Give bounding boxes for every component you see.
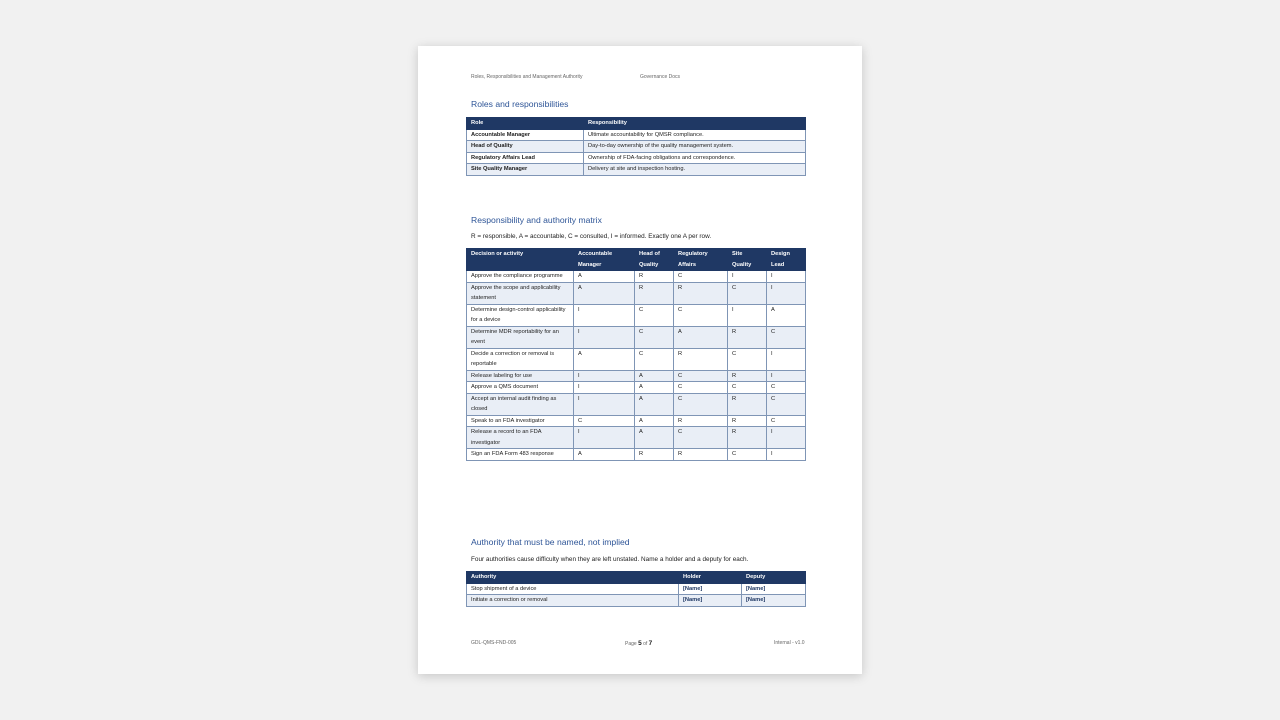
deputy-placeholder: [Name] bbox=[742, 595, 806, 607]
table-row bbox=[467, 141, 806, 153]
responsibility-cell: Day-to-day ownership of the quality management system. bbox=[584, 141, 806, 153]
table-row bbox=[467, 282, 806, 304]
column-header: Responsibility bbox=[584, 118, 806, 130]
raci-cell: C bbox=[767, 326, 806, 348]
activity-cell: Approve the compliance programme bbox=[467, 271, 574, 283]
raci-cell: C bbox=[767, 415, 806, 427]
holder-placeholder: [Name] bbox=[679, 595, 742, 607]
activity-cell: Speak to an FDA investigator bbox=[467, 415, 574, 427]
roles-section-heading: Roles and responsibilities bbox=[471, 99, 569, 109]
matrix-header-row bbox=[467, 249, 806, 271]
activity-cell: Release a record to an FDA investigator bbox=[467, 427, 574, 449]
authority-cell: Stop shipment of a device bbox=[467, 583, 679, 595]
classification-label: Internal - v1.0 bbox=[774, 640, 805, 646]
column-header: Design Lead bbox=[767, 249, 806, 271]
authority-section-heading: Authority that must be named, not implied bbox=[471, 537, 630, 547]
raci-cell: A bbox=[674, 326, 728, 348]
raci-cell: A bbox=[635, 370, 674, 382]
raci-cell: R bbox=[728, 393, 767, 415]
table-row bbox=[467, 382, 806, 394]
raci-cell: C bbox=[635, 304, 674, 326]
raci-cell: I bbox=[574, 326, 635, 348]
responsibility-cell: Ownership of FDA-facing obligations and correspondence. bbox=[584, 152, 806, 164]
raci-cell: A bbox=[635, 393, 674, 415]
raci-cell: C bbox=[767, 393, 806, 415]
raci-cell: C bbox=[674, 393, 728, 415]
raci-cell: C bbox=[674, 370, 728, 382]
authority-cell: Initiate a correction or removal bbox=[467, 595, 679, 607]
raci-cell: A bbox=[574, 271, 635, 283]
raci-cell: I bbox=[574, 427, 635, 449]
raci-cell: I bbox=[767, 282, 806, 304]
raci-cell: R bbox=[728, 370, 767, 382]
raci-cell: I bbox=[728, 304, 767, 326]
page-current: 5 bbox=[638, 640, 642, 647]
raci-cell: I bbox=[574, 370, 635, 382]
raci-cell: C bbox=[728, 348, 767, 370]
activity-cell: Sign an FDA Form 483 response bbox=[467, 449, 574, 461]
raci-cell: R bbox=[674, 415, 728, 427]
column-header: Site Quality bbox=[728, 249, 767, 271]
column-header: Accountable Manager bbox=[574, 249, 635, 271]
activity-cell: Decide a correction or removal is reportable bbox=[467, 348, 574, 370]
table-row bbox=[467, 449, 806, 461]
raci-matrix-table bbox=[466, 248, 806, 461]
table-row bbox=[467, 164, 806, 176]
column-header: Decision or activity bbox=[467, 249, 574, 271]
raci-cell: C bbox=[635, 326, 674, 348]
authority-intro-text: Four authorities cause difficulty when they are left unstated. Name a holder and a deputy for each. bbox=[471, 556, 749, 563]
raci-cell: A bbox=[574, 348, 635, 370]
raci-cell: R bbox=[635, 271, 674, 283]
raci-cell: I bbox=[767, 427, 806, 449]
running-header-collection: Governance Docs bbox=[640, 74, 681, 80]
role-cell: Site Quality Manager bbox=[467, 164, 584, 176]
raci-cell: R bbox=[635, 449, 674, 461]
column-header: Head of Quality bbox=[635, 249, 674, 271]
raci-cell: R bbox=[674, 348, 728, 370]
raci-cell: C bbox=[674, 271, 728, 283]
raci-cell: I bbox=[574, 382, 635, 394]
raci-cell: C bbox=[728, 449, 767, 461]
raci-cell: A bbox=[574, 282, 635, 304]
matrix-section-heading: Responsibility and authority matrix bbox=[471, 215, 602, 225]
running-header-title: Roles, Responsibilities and Management Authority bbox=[471, 74, 583, 80]
raci-cell: C bbox=[674, 382, 728, 394]
raci-cell: I bbox=[767, 271, 806, 283]
activity-cell: Approve a QMS document bbox=[467, 382, 574, 394]
column-header: Regulatory Affairs bbox=[674, 249, 728, 271]
activity-cell: Approve the scope and applicability statement bbox=[467, 282, 574, 304]
raci-cell: A bbox=[635, 382, 674, 394]
page-number bbox=[625, 640, 652, 647]
raci-cell: R bbox=[674, 282, 728, 304]
authority-table bbox=[466, 571, 806, 607]
table-row bbox=[467, 583, 806, 595]
table-row bbox=[467, 595, 806, 607]
raci-cell: I bbox=[767, 348, 806, 370]
raci-cell: I bbox=[574, 393, 635, 415]
page-prefix: Page bbox=[625, 641, 637, 647]
raci-cell: C bbox=[728, 382, 767, 394]
role-cell: Regulatory Affairs Lead bbox=[467, 152, 584, 164]
table-row bbox=[467, 348, 806, 370]
raci-cell: C bbox=[674, 304, 728, 326]
raci-cell: R bbox=[728, 415, 767, 427]
authority-header-row bbox=[467, 572, 806, 584]
table-row bbox=[467, 415, 806, 427]
table-row bbox=[467, 393, 806, 415]
responsibility-cell: Delivery at site and inspection hosting. bbox=[584, 164, 806, 176]
activity-cell: Accept an internal audit finding as closed bbox=[467, 393, 574, 415]
raci-cell: R bbox=[635, 282, 674, 304]
table-row bbox=[467, 427, 806, 449]
raci-cell: A bbox=[635, 427, 674, 449]
activity-cell: Determine design-control applicability for a device bbox=[467, 304, 574, 326]
raci-cell: R bbox=[674, 449, 728, 461]
table-row bbox=[467, 152, 806, 164]
raci-cell: C bbox=[728, 282, 767, 304]
activity-cell: Determine MDR reportability for an event bbox=[467, 326, 574, 348]
raci-cell: I bbox=[728, 271, 767, 283]
column-header: Role bbox=[467, 118, 584, 130]
raci-cell: A bbox=[767, 304, 806, 326]
raci-cell: R bbox=[728, 427, 767, 449]
raci-cell: I bbox=[574, 304, 635, 326]
column-header: Holder bbox=[679, 572, 742, 584]
table-row bbox=[467, 326, 806, 348]
table-row bbox=[467, 129, 806, 141]
raci-cell: I bbox=[767, 370, 806, 382]
roles-table bbox=[466, 117, 806, 176]
table-row bbox=[467, 304, 806, 326]
deputy-placeholder: [Name] bbox=[742, 583, 806, 595]
role-cell: Head of Quality bbox=[467, 141, 584, 153]
role-cell: Accountable Manager bbox=[467, 129, 584, 141]
matrix-legend-text: R = responsible, A = accountable, C = consulted, I = informed. Exactly one A per row. bbox=[471, 233, 712, 240]
column-header: Deputy bbox=[742, 572, 806, 584]
holder-placeholder: [Name] bbox=[679, 583, 742, 595]
table-row bbox=[467, 271, 806, 283]
table-row bbox=[467, 370, 806, 382]
document-id: GDL-QMS-FND-005 bbox=[471, 640, 517, 646]
raci-cell: C bbox=[767, 382, 806, 394]
raci-cell: C bbox=[674, 427, 728, 449]
raci-cell: I bbox=[767, 449, 806, 461]
raci-cell: C bbox=[574, 415, 635, 427]
document-page bbox=[418, 46, 862, 674]
page-of: of bbox=[643, 641, 648, 647]
raci-cell: A bbox=[574, 449, 635, 461]
raci-cell: C bbox=[635, 348, 674, 370]
raci-cell: R bbox=[728, 326, 767, 348]
responsibility-cell: Ultimate accountability for QMSR compliance. bbox=[584, 129, 806, 141]
raci-cell: A bbox=[635, 415, 674, 427]
page-total: 7 bbox=[648, 640, 653, 647]
activity-cell: Release labeling for use bbox=[467, 370, 574, 382]
roles-table-header-row bbox=[467, 118, 806, 130]
column-header: Authority bbox=[467, 572, 679, 584]
